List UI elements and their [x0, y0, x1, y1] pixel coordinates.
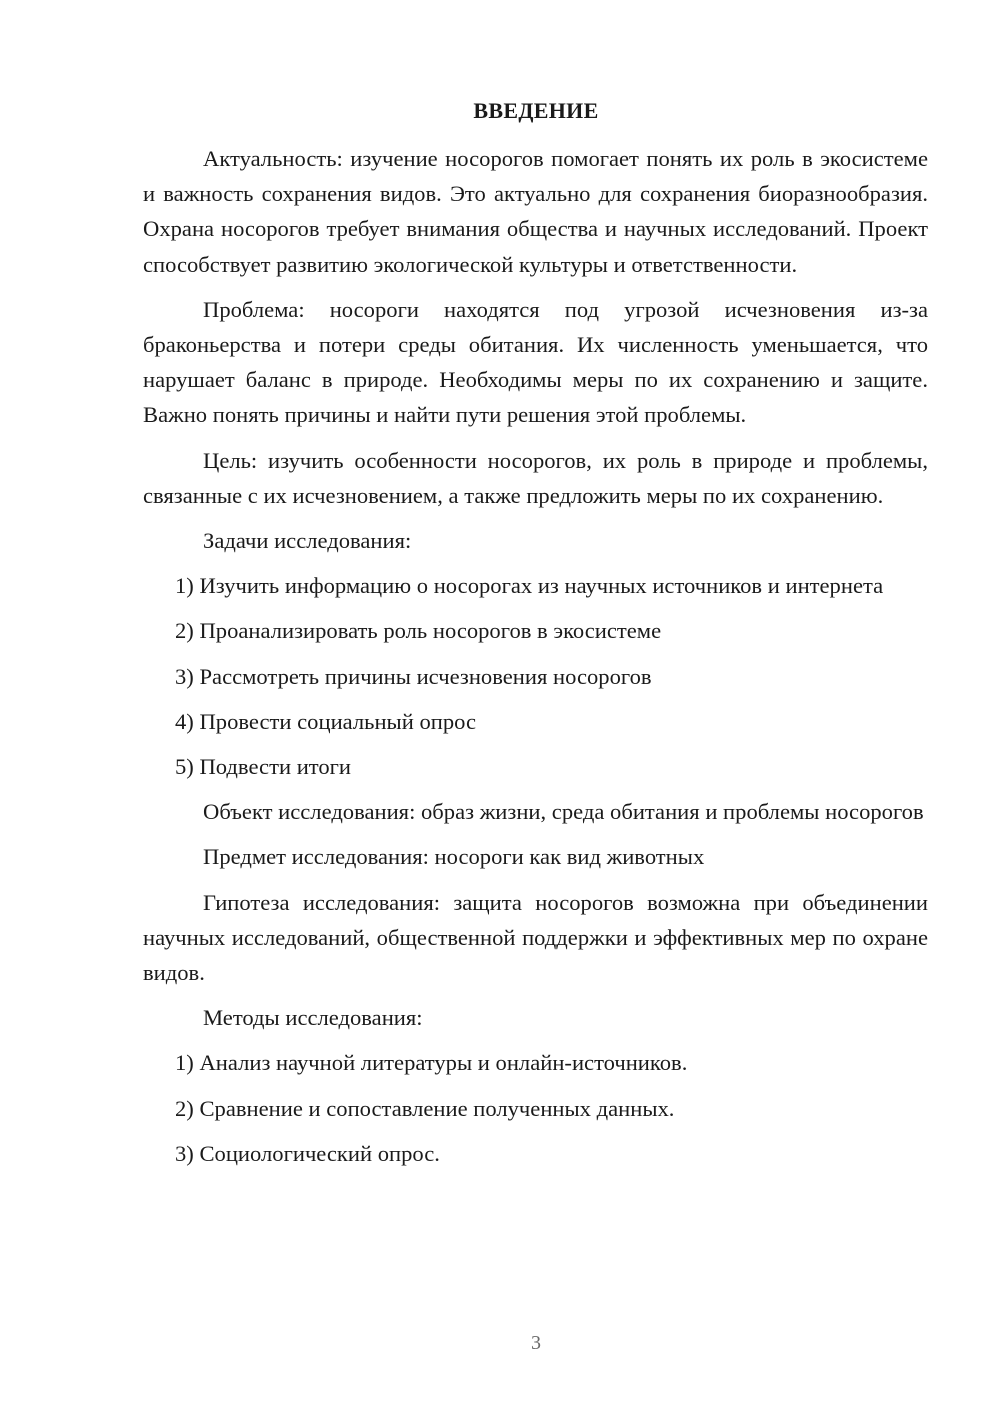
page-title: ВВЕДЕНИЕ: [473, 98, 599, 123]
methods-heading: Методы исследования:: [203, 1005, 423, 1031]
page-number: 3: [531, 1332, 541, 1354]
problem-paragraph: Проблема: носороги находятся под угрозой исчезновения из-за браконьерства и потери среды обитания. Их численность уменьшается, что нарушает баланс в природе. Необходимы меры по их сохранению и защите. Важно понять причины и найти пути решения этой проблемы.: [143, 296, 928, 428]
relevance-paragraph: Актуальность: изучение носорогов помогает понять их роль в экосистеме и важность сохранения видов. Это актуально для сохранения биоразнообразия. Охрана носорогов требует внимания общества и научных исследований. Проект способствует развитию экологической культуры и ответственности.: [143, 146, 928, 277]
task-item: 4) Провести социальный опрос: [175, 708, 477, 734]
task-item: 2) Проанализировать роль носорогов в экосистеме: [175, 618, 662, 644]
task-item: 3) Рассмотреть причины исчезновения носорогов: [175, 663, 652, 689]
method-item: 1) Анализ научной литературы и онлайн-источников.: [175, 1050, 688, 1076]
subject-paragraph: Предмет исследования: носороги как вид животных: [203, 844, 705, 870]
method-item: 2) Сравнение и сопоставление полученных данных.: [175, 1095, 675, 1121]
task-item: 1) Изучить информацию о носорогах из научных источников и интернета: [175, 573, 884, 599]
document-body: [143, 141, 928, 1181]
object-paragraph: Объект исследования: образ жизни, среда обитания и проблемы носорогов: [203, 799, 924, 825]
hypothesis-paragraph: Гипотеза исследования: защита носорогов возможна при объединении научных исследований, общественной поддержки и эффективных мер по охране видов.: [143, 889, 928, 986]
method-item: 3) Социологический опрос.: [175, 1140, 440, 1166]
tasks-heading: Задачи исследования:: [203, 528, 412, 554]
goal-paragraph: Цель: изучить особенности носорогов, их роль в природе и проблемы, связанные с их исчезновением, а также предложить меры по их сохранению.: [143, 447, 928, 508]
task-item: 5) Подвести итоги: [175, 754, 352, 780]
